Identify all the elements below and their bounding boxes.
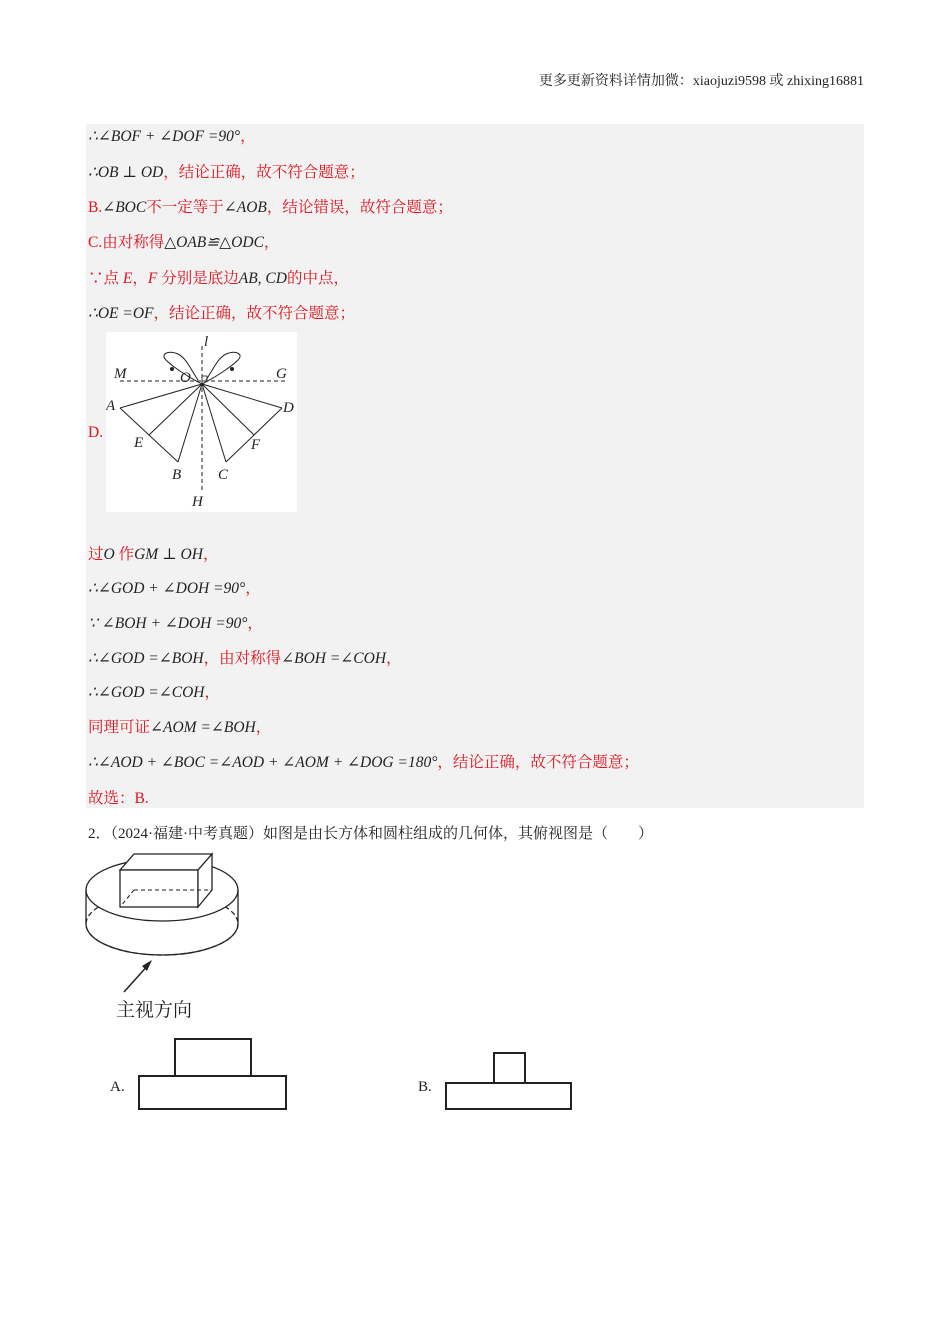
header-contact: 更多更新资料详情加微：xiaojuzi9598 或 zhixing16881 bbox=[538, 74, 864, 89]
solution-line-1: ∴∠BOF + ∠DOF =90°， bbox=[88, 128, 256, 145]
solution-line-2: ∴OB ⊥ OD，结论正确，故不符合题意； bbox=[88, 164, 365, 181]
solution-line-8: 过O 作GM ⊥ OH， bbox=[88, 546, 219, 563]
option-b-label: B. bbox=[418, 1079, 432, 1095]
label-c: C bbox=[218, 467, 229, 483]
solution-line-14: ∴∠AOD + ∠BOC =∠AOD + ∠AOM + ∠DOG =180°，结论正确，故不符合题意； bbox=[88, 754, 639, 771]
label-l: l bbox=[204, 334, 209, 350]
option-b-bottom-rect bbox=[446, 1083, 571, 1109]
right-dot bbox=[230, 367, 234, 371]
label-g: G bbox=[276, 366, 287, 382]
label-f: F bbox=[251, 437, 261, 453]
option-d-label: D. bbox=[88, 424, 104, 441]
box-front-face bbox=[120, 870, 198, 907]
box-top-face bbox=[120, 854, 212, 870]
label-a: A bbox=[106, 398, 116, 414]
solution-line-5: ∵点 E，F 分别是底边AB, CD的中点， bbox=[88, 270, 349, 287]
option-b-top-rect bbox=[494, 1053, 525, 1083]
option-b-figure bbox=[444, 1050, 574, 1112]
solution-line-11: ∴∠GOD =∠BOH，由对称得∠BOH =∠COH， bbox=[88, 650, 402, 667]
solution-line-4: C.由对称得△OAB≌△ODC， bbox=[88, 234, 280, 251]
label-d: D bbox=[283, 400, 294, 416]
option-a-figure bbox=[136, 1036, 290, 1112]
solution-line-13: 同理可证∠AOM =∠BOH， bbox=[88, 719, 272, 736]
solution-panel bbox=[86, 124, 864, 808]
label-m: M bbox=[114, 366, 127, 382]
solid-figure bbox=[84, 850, 254, 1030]
solution-line-9: ∴∠GOD + ∠DOH =90°， bbox=[88, 580, 261, 597]
label-e: E bbox=[134, 435, 144, 451]
direction-label: 主视方向 bbox=[116, 1000, 193, 1021]
option-a-label: A. bbox=[110, 1079, 125, 1095]
solution-line-6: ∴OE =OF，结论正确，故不符合题意； bbox=[88, 305, 356, 322]
solution-answer: 故选：B. bbox=[88, 790, 149, 807]
label-h: H bbox=[192, 494, 203, 510]
cylinder-bottom-front bbox=[86, 924, 238, 955]
label-o: O bbox=[180, 370, 191, 386]
option-a-bottom-rect bbox=[139, 1076, 286, 1109]
option-a-top-rect bbox=[175, 1039, 251, 1076]
solution-line-12: ∴∠GOD =∠COH， bbox=[88, 684, 220, 701]
solution-line-3: B.∠BOC不一定等于∠AOB，结论错误，故符合题意； bbox=[88, 199, 453, 216]
left-dot bbox=[170, 367, 174, 371]
question-2-stem: 2．（2024·福建·中考真题）如图是由长方体和圆柱组成的几何体，其俯视图是（ ） bbox=[88, 826, 653, 842]
butterfly-diagram bbox=[106, 332, 297, 512]
solution-line-10: ∵ ∠BOH + ∠DOH =90°， bbox=[88, 615, 263, 632]
label-b: B bbox=[172, 467, 182, 483]
